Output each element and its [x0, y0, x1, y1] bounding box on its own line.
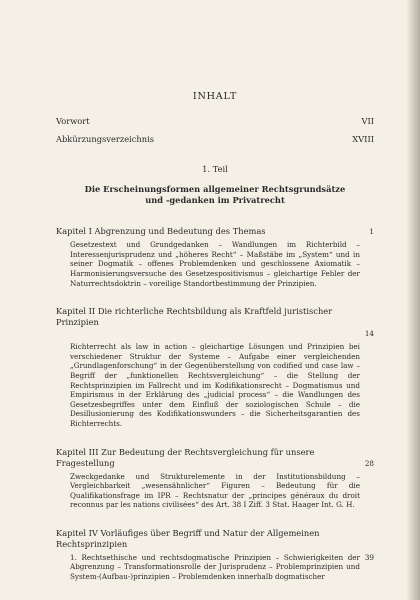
chapter-heading: Kapitel IV Vorläufiges über Begriff und Natur der Allgemeinen Rechtsprinzipien — [56, 527, 320, 549]
chapter-page: 28 — [364, 458, 374, 468]
chapter-summary-page: 39 — [364, 552, 374, 562]
part-title-line: und -gedanken im Privatrecht — [145, 195, 285, 206]
chapter-entry — [56, 447, 374, 510]
chapter-entry — [56, 226, 374, 288]
chapter-heading: Kapitel I Abgrenzung und Bedeutung des Themas — [56, 226, 266, 237]
chapter-summary: 1. Rechtsethische und rechtsdogmatische Prinzipien – Schwierigkeiten der Abgrenzung – Transformationsrolle der Jurisprudenz – Problemprinzipien und System-(Aufbau-)prinzipien – Problemdenken innerhalb dogmatischer — [70, 552, 360, 582]
chapter-heading-row — [56, 528, 374, 550]
chapter-summary-row — [56, 553, 374, 582]
chapter-page: 1 — [369, 227, 374, 237]
chapter-summary-row — [56, 472, 374, 510]
chapter-page: 14 — [364, 329, 374, 339]
part-title-line: Die Erscheinungsformen allgemeiner Rechtsgrundsätze — [84, 184, 346, 195]
chapter-entry — [56, 306, 374, 428]
toc-entry-page: XVIII — [352, 133, 374, 144]
chapter-heading-row — [56, 306, 374, 339]
chapter-entry — [56, 528, 374, 582]
chapter-heading: Kapitel III Zur Bedeutung der Rechtsvergleichung für unsere Fragestellung — [56, 446, 315, 468]
chapter-summary: Gesetzestext und Grundgedanken – Wandlungen im Richterbild – Interessenjurisprudenz und „höheres Recht“ – Maßstäbe im „System“ und in seiner Dogmatik – offenes Problemdenken und geschlossene Axiomatik – Harmonisierungsversuche des Gesetzespositivismus – gleichartige Fehler der Naturrechtsdoktrin – voreilige Standortbestimmung der Prinzipien. — [70, 240, 360, 288]
chapter-summary-row — [56, 240, 374, 288]
chapter-heading: Kapitel II Die richterliche Rechtsbildung als Kraftfeld juristischer Prinzipien — [56, 306, 333, 328]
toc-entry-label: Vorwort — [56, 115, 90, 126]
table-of-contents — [56, 92, 374, 600]
chapter-heading-row — [56, 226, 374, 237]
toc-entry-page: VII — [361, 115, 374, 126]
chapter-summary: Richterrecht als law in action – gleichartige Lösungen und Prinzipien bei verschiedener Struktur der Systeme – Aufgabe einer vergleichenden „Grundlagenforschung“ in der Gegenüberstellung von codified und case law – Begriff der „funktionellen Rechtsvergleichung“ – die Stellung der Rechtsprinzipien im Fallrecht und im Kodifikationsrecht – Dogmatismus und Empirismus in der Erklärung des „judicial process“ – die Wandlungen des Gesetzesbegriffes unter dem Einfluß der soziologischen Schule – die Desillusionierung des Kodifikationswunders – die Sicherheitsgarantien des Richterrechts. — [70, 342, 360, 428]
chapter-summary-row — [56, 342, 374, 428]
page-title: INHALT — [192, 91, 238, 102]
part-title — [56, 184, 374, 206]
toc-entry-label: Abkürzungsverzeichnis — [56, 133, 155, 144]
toc-entry-preface — [56, 116, 374, 127]
chapter-summary: Zweckgedanke und Strukturelemente in der Institutionsbildung – Vergleichbarkeit „wesensähnlicher“ Figuren – Bedeutung für die Qualifikationsfrage im IPR – Rechtsnatur der „principes généraux du droit reconnus par les nations civilisées“ des Art. 38 I Ziff. 3 Stat. Haager Int. G. H. — [70, 471, 360, 510]
part-label: 1. Teil — [202, 163, 228, 174]
toc-entry-abbreviations — [56, 134, 374, 145]
chapter-heading-row — [56, 447, 374, 469]
